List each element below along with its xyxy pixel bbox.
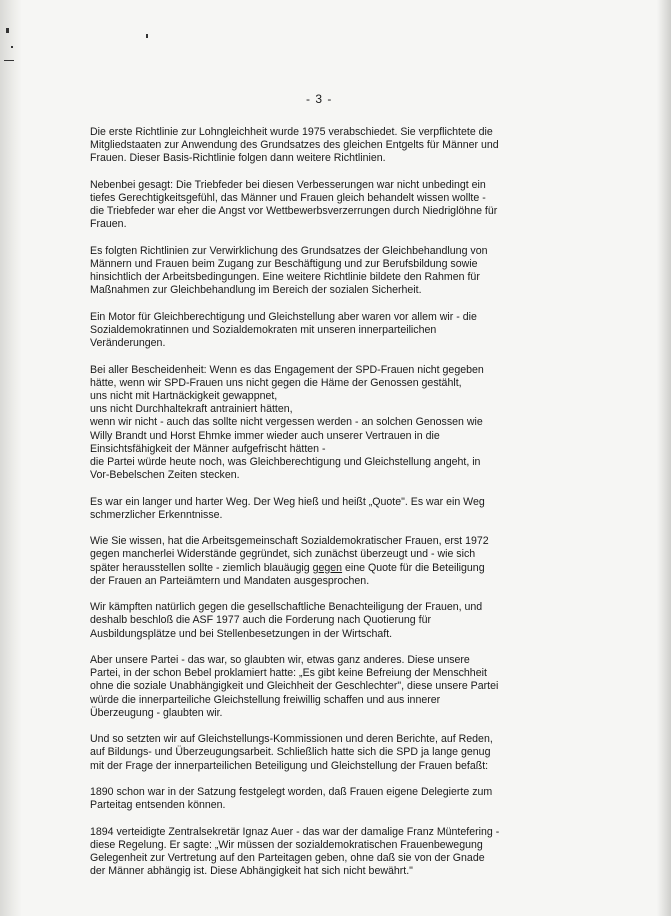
text-line: Wir kämpften natürlich gegen die gesellschaftliche Benachteiligung der Frauen, und [90, 601, 483, 614]
text-line: würde die innerparteiliche Gleichstellung freiwillig schaffen und aus innerer [90, 693, 441, 706]
text-line: Veränderungen. [90, 337, 166, 350]
text-line: tiefes Gerechtigkeitsgefühl, das Männer und Frauen gleich behandelt wissen wollte - [90, 192, 486, 204]
text-line: Überzeugung - glaubten wir. [90, 706, 223, 719]
scan-shadow-left [0, 0, 22, 916]
page-number: - 3 - [306, 92, 333, 106]
document-body [90, 126, 620, 892]
text-line: Und so setzten wir auf Gleichstellungs-Kommissionen und deren Berichte, auf Reden, [90, 733, 493, 746]
text-line: mit der Frage der innerparteilichen Beteiligung und Gleichstellung der Frauen befaßt: [90, 759, 489, 772]
text-line: gegen mancherlei Widerstände gegründet, sich zunächst überzeugt und - wie sich [90, 548, 476, 561]
paragraph [90, 826, 620, 879]
text-line: Bei aller Bescheidenheit: Wenn es das Engagement der SPD-Frauen nicht gegeben [90, 363, 484, 376]
text-line: die Triebfeder war eher die Angst vor Wettbewerbsverzerrungen durch Niedriglöhne für [90, 205, 498, 218]
text-line: Vor-Bebelschen Zeiten stecken. [90, 469, 240, 482]
text-line: Parteitag entsenden können. [90, 799, 226, 812]
text-line: 1890 schon war in der Satzung festgelegt worden, daß Frauen eigene Delegierte zum [90, 786, 493, 798]
text-line: der Frauen an Parteiämtern und Mandaten ausgesprochen. [90, 574, 370, 587]
text-line: Aber unsere Partei - das war, so glaubten wir, etwas ganz anderes. Diese unsere [90, 654, 470, 666]
text-line: uns nicht mit Hartnäckigkeit gewappnet, [90, 390, 278, 402]
text-line: später herausstellen sollte - ziemlich blauäugig gegen eine Quote für die Beteiligung [90, 561, 485, 574]
text-line: Die erste Richtlinie zur Lohngleichheit wurde 1975 verabschiedet. Sie verpflichtete die [90, 126, 493, 138]
text-line: diese Regelung. Er sagte: „Wir müssen der sozialdemokratischen Frauenbewegung [90, 838, 483, 851]
text-line: hinsichtlich der Arbeitsbedingungen. Eine weitere Richtlinie bildete den Rahmen für [90, 271, 480, 284]
paragraph [90, 733, 620, 773]
paragraph [90, 311, 620, 351]
text-line: Es war ein langer und harter Weg. Der Weg hieß und heißt „Quote". Es war ein Weg [90, 495, 485, 508]
text-line: ohne die soziale Unabhängigkeit und Gleichheit der Geschlechter", diese unsere Partei [90, 680, 499, 693]
text-line: wenn wir nicht - auch das sollte nicht vergessen werden - an solchen Genossen wie [90, 416, 483, 429]
paragraph [90, 179, 620, 232]
paragraph [90, 496, 620, 522]
text-line: schmerzlicher Erkenntnisse. [90, 508, 223, 521]
text-line: der Männer abhängig ist. Diese Abhängigkeit hat sich nicht bewährt." [90, 865, 413, 878]
text-line: Nebenbei gesagt: Die Triebfeder bei diesen Verbesserungen war nicht unbedingt ein [90, 178, 486, 191]
scan-shadow-right [657, 0, 671, 916]
text-line: Mitgliedstaaten zur Anwendung des Grundsatzes des gleichen Entgelts für Männer und [90, 139, 499, 152]
text-line: Einsichtsfähigkeit der Männer aufgefrischt hätten - [90, 442, 326, 455]
paragraph [90, 126, 620, 166]
paragraph [90, 245, 620, 298]
text-line: Ausbildungsplätze und bei Stellenbesetzungen in der Wirtschaft. [90, 627, 393, 640]
text-line: hätte, wenn wir SPD-Frauen uns nicht gegen die Häme der Genossen gestählt, [90, 376, 462, 389]
text-line: Partei, in der schon Bebel proklamiert hatte: „Es gibt keine Befreiung der Menschheit [90, 667, 487, 680]
text-line: Es folgten Richtlinien zur Verwirklichung des Grundsatzes der Gleichbehandlung von [90, 244, 488, 257]
text-line: Männern und Frauen beim Zugang zur Beschäftigung und zur Berufsbildung sowie [90, 258, 478, 270]
scan-speck [11, 46, 13, 48]
text-line: Frauen. [90, 218, 127, 231]
text-line: 1894 verteidigte Zentralsekretär Ignaz Auer - das war der damalige Franz Müntefering - [90, 825, 500, 838]
underlined-word: gegen [312, 561, 343, 574]
text-line: Frauen. Dieser Basis-Richtlinie folgen dann weitere Richtlinien. [90, 152, 386, 165]
paragraph [90, 786, 620, 812]
text-line: auf Bildungs- und Überzeugungsarbeit. Schließlich hatte sich die SPD ja lange genug [90, 746, 491, 759]
text-line: deshalb beschloß die ASF 1977 auch die Forderung nach Quotierung für [90, 614, 431, 627]
text-line: uns nicht Durchhaltekraft antrainiert hätten, [90, 403, 293, 416]
text-line: Gelegenheit zur Vertretung auf den Parteitagen geben, ohne daß sie von der Gnade [90, 852, 485, 864]
text-line: Wie Sie wissen, hat die Arbeitsgemeinschaft Sozialdemokratischer Frauen, erst 1972 [90, 535, 489, 548]
text-line: Sozialdemokratinnen und Sozialdemokraten mit unseren innerparteilichen [90, 324, 437, 336]
paragraph [90, 601, 620, 641]
scan-speck [4, 60, 14, 61]
text-line: Ein Motor für Gleichberechtigung und Gleichstellung aber waren vor allem wir - die [90, 310, 477, 323]
paragraph [90, 364, 620, 483]
scan-speck [146, 34, 148, 38]
paragraph [90, 654, 620, 720]
text-line: Maßnahmen zur Gleichbehandlung im Bereich der sozialen Sicherheit. [90, 284, 422, 297]
text-line: die Partei würde heute noch, was Gleichberechtigung und Gleichstellung angeht, in [90, 456, 481, 469]
scan-speck [6, 28, 9, 33]
text-line: Willy Brandt und Horst Ehmke immer wieder auch unserer Vertrauen in die [90, 429, 440, 442]
paragraph [90, 535, 620, 588]
